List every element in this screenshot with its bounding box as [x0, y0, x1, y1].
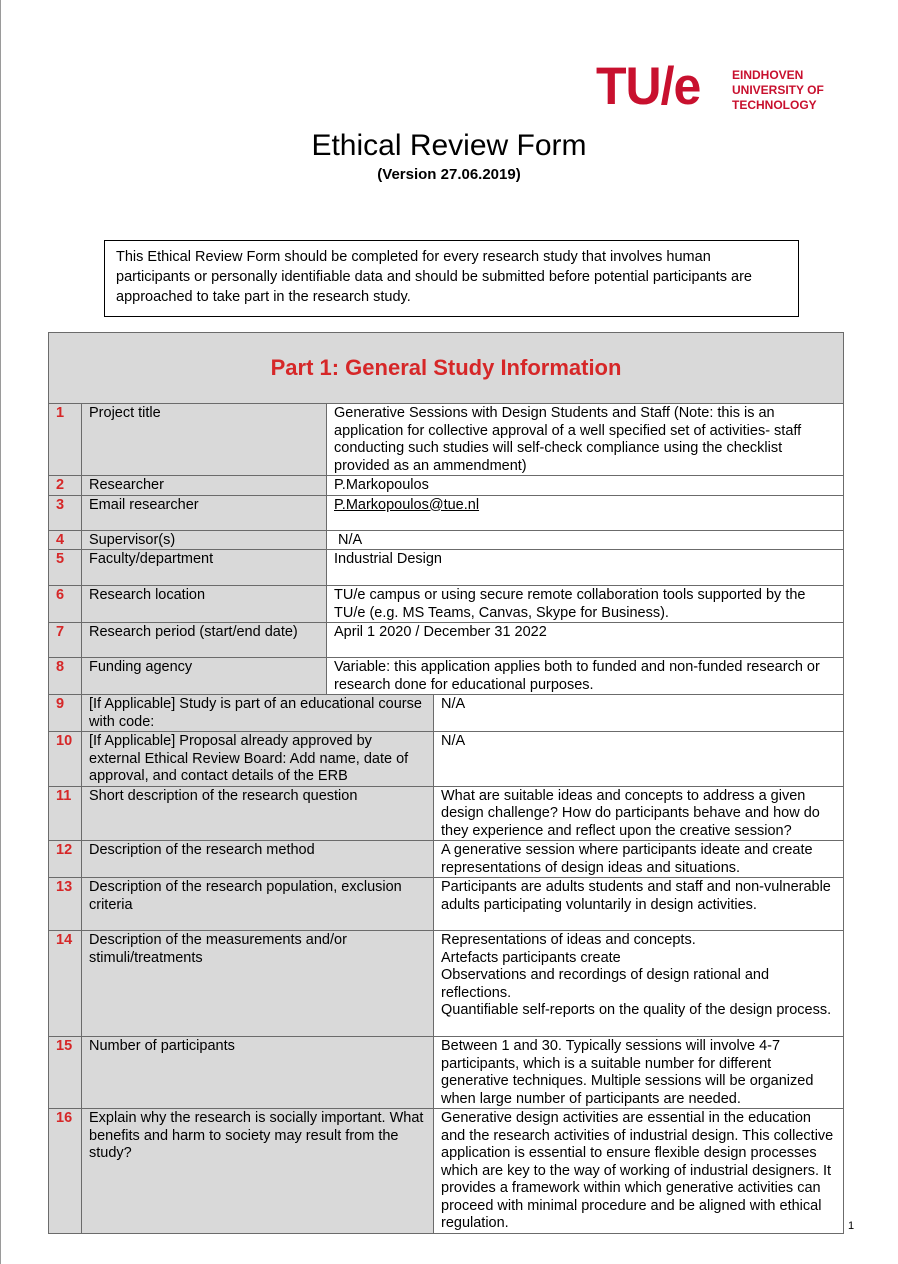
- row-number: 8: [49, 658, 82, 695]
- table-row: [49, 878, 844, 931]
- row-number: 9: [49, 695, 82, 732]
- researcher-email-link[interactable]: P.Markopoulos@tue.nl: [334, 496, 480, 513]
- row-label: Research period (start/end date): [82, 623, 327, 658]
- row-number: 13: [49, 878, 82, 931]
- row-label: Description of the research population, exclusion criteria: [82, 878, 434, 931]
- logo-line: TECHNOLOGY: [732, 98, 817, 112]
- row-value: What are suitable ideas and concepts to address a given design challenge? How do participants behave and how do they experience and reflect upon the creative session?: [434, 786, 844, 841]
- row-value: A generative session where participants ideate and create representations of design ideas and situations.: [434, 841, 844, 878]
- table-row: [49, 550, 844, 586]
- row-value: N/A: [434, 695, 844, 732]
- row-number: 7: [49, 623, 82, 658]
- logo-mark: TU/e: [596, 56, 701, 116]
- table-row: [49, 658, 844, 695]
- row-number: 16: [49, 1109, 82, 1234]
- row-label: Research location: [82, 586, 327, 623]
- version-label: (Version 27.06.2019): [377, 166, 521, 183]
- row-label: Description of the research method: [82, 841, 434, 878]
- value-line: Observations and recordings of design rational and reflections.: [441, 967, 770, 1001]
- row-value: Industrial Design: [327, 550, 844, 586]
- row-label: Project title: [82, 404, 327, 476]
- row-value: [434, 931, 844, 1037]
- row-value: N/A: [434, 732, 844, 787]
- row-number: 3: [49, 495, 82, 530]
- row-label: Supervisor(s): [82, 530, 327, 550]
- table-row: [49, 495, 844, 530]
- row-label: Description of the measurements and/or stimuli/treatments: [82, 931, 434, 1037]
- row-number: 5: [49, 550, 82, 586]
- row-value: April 1 2020 / December 31 2022: [327, 623, 844, 658]
- row-number: 4: [49, 530, 82, 550]
- row-number: 12: [49, 841, 82, 878]
- row-number: 2: [49, 476, 82, 496]
- row-label: Short description of the research question: [82, 786, 434, 841]
- page-number: 1: [848, 1220, 855, 1232]
- page-edge: [0, 0, 1, 1264]
- table-row: [49, 530, 844, 550]
- row-value: Participants are adults students and staff and non-vulnerable adults participating voluntarily in design activities.: [434, 878, 844, 931]
- row-value: Generative design activities are essential in the education and the research activities of industrial design. This collective application is essential to ensure flexible design processes which are key to the way of working of industrial designers. It provides a framework within which generative activities can proceed with minimal procedure and be aligned with ethical regulation.: [434, 1109, 844, 1234]
- row-value: Variable: this application applies both to funded and non-funded research or research done for educational purposes.: [327, 658, 844, 695]
- row-label: [If Applicable] Proposal already approved by external Ethical Review Board: Add name, date of approval, and contact details of the ERB: [82, 732, 434, 787]
- row-number: 14: [49, 931, 82, 1037]
- row-label: [If Applicable] Study is part of an educational course with code:: [82, 695, 434, 732]
- row-label: Email researcher: [82, 495, 327, 530]
- part-title: Part 1: General Study Information: [49, 333, 844, 404]
- table-row: [49, 695, 844, 732]
- logo-text: [732, 68, 852, 113]
- table-row: [49, 1109, 844, 1234]
- table-row: [49, 404, 844, 476]
- table-row: [49, 841, 844, 878]
- table-row: [49, 732, 844, 787]
- table-row: [49, 586, 844, 623]
- logo-line: EINDHOVEN: [732, 68, 804, 82]
- value-line: Quantifiable self-reports on the quality of the design process.: [441, 1002, 832, 1018]
- intro-box: This Ethical Review Form should be completed for every research study that involves human participants or personally identifiable data and should be submitted before potential participants are approached to take part in the research study.: [104, 240, 799, 317]
- page-title: Ethical Review Form: [311, 129, 587, 162]
- row-label: Researcher: [82, 476, 327, 496]
- row-number: 11: [49, 786, 82, 841]
- row-value: P.Markopoulos: [327, 476, 844, 496]
- row-label: Faculty/department: [82, 550, 327, 586]
- general-info-table: [48, 332, 844, 1234]
- row-label: Number of participants: [82, 1037, 434, 1109]
- row-label: Explain why the research is socially important. What benefits and harm to society may result from the study?: [82, 1109, 434, 1234]
- row-number: 1: [49, 404, 82, 476]
- table-row: [49, 476, 844, 496]
- table-row: [49, 931, 844, 1037]
- row-value: Between 1 and 30. Typically sessions will involve 4-7 participants, which is a suitable number for different generative techniques. Multiple sessions will be organized when large number of participants are needed.: [434, 1037, 844, 1109]
- row-label: Funding agency: [82, 658, 327, 695]
- row-value: N/A: [327, 530, 844, 550]
- table-row: [49, 786, 844, 841]
- row-value: Generative Sessions with Design Students and Staff (Note: this is an application for collective approval of a well specified set of activities- staff conducting such studies will self-check compliance using the checklist provided as an ammendment): [327, 404, 844, 476]
- row-number: 10: [49, 732, 82, 787]
- value-line: Representations of ideas and concepts.: [441, 932, 696, 948]
- row-number: 6: [49, 586, 82, 623]
- row-value: [327, 495, 844, 530]
- logo-line: UNIVERSITY OF: [732, 83, 824, 97]
- table-row: [49, 623, 844, 658]
- value-line: Artefacts participants create: [441, 949, 621, 966]
- table-row: [49, 1037, 844, 1109]
- row-value: TU/e campus or using secure remote collaboration tools supported by the TU/e (e.g. MS Teams, Canvas, Skype for Business).: [327, 586, 844, 623]
- row-number: 15: [49, 1037, 82, 1109]
